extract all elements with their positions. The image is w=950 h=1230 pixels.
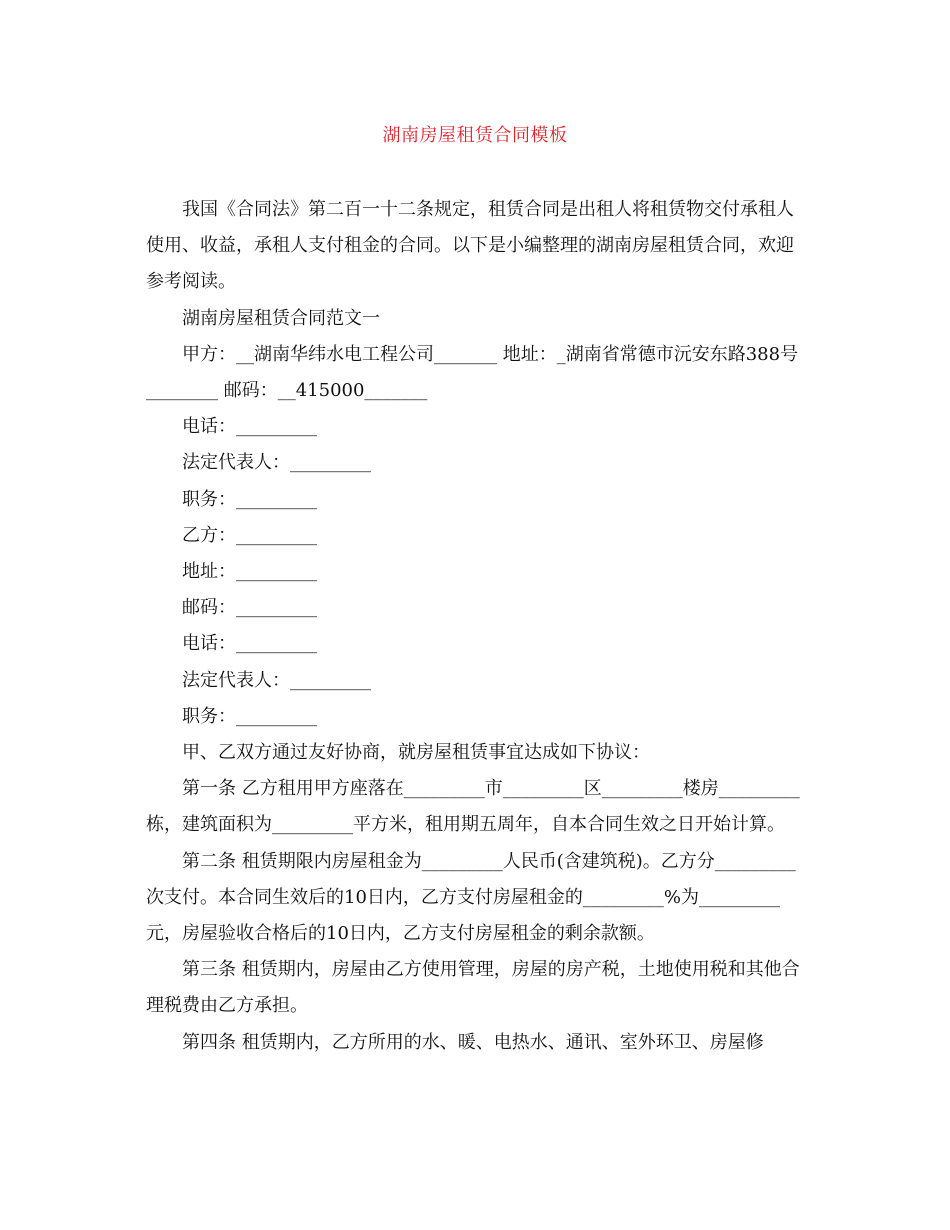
party-b-line: 乙方：_________ — [182, 524, 317, 546]
paragraph-intro: 我国《合同法》第二百一十二条规定，租赁合同是出租人将租赁物交付承租人使用、收益，承租人支付租金的合同。以下是小编整理的湖南房屋租赁合同，欢迎参考阅读。 — [146, 199, 794, 293]
party-b-address: 地址：_________ — [182, 561, 317, 583]
article-4: 第四条 租赁期内，乙方所用的水、暖、电热水、通讯、室外环卫、房屋修 — [182, 1031, 764, 1053]
party-b-phone: 电话：_________ — [182, 633, 317, 655]
party-b-position: 职务：_________ — [182, 705, 317, 727]
party-a-position: 职务：_________ — [182, 488, 317, 510]
document-title: 湖南房屋租赁合同模板 — [382, 125, 568, 146]
paragraph-sample-heading: 湖南房屋租赁合同范文一 — [182, 307, 380, 329]
article-1: 第一条 乙方租用甲方座落在_________市_________区_________楼房_________栋，建筑面积为_________平方米，租用期五周年，自本合同生效之日开始计算。 — [146, 778, 800, 836]
article-2: 第二条 租赁期限内房屋租金为_________人民币(含建筑税)。乙方分_________次支付。本合同生效后的10日内，乙方支付房屋租金的_________%为_________元，房屋验收合格后的10日内，乙方支付房屋租金的剩余款额。 — [146, 850, 796, 945]
party-b-postcode: 邮码：_________ — [182, 597, 317, 619]
article-3: 第三条 租赁期内，房屋由乙方使用管理，房屋的房产税，土地使用税和其他合理税费由乙方承担。 — [146, 959, 800, 1017]
party-a-line: 甲方：__湖南华纬水电工程公司_______ 地址：_湖南省常德市沅安东路388号________ 邮码：__415000_______ — [146, 343, 799, 402]
document-body — [146, 192, 806, 1061]
party-a-phone: 电话：_________ — [182, 416, 317, 438]
party-a-legal-rep: 法定代表人：_________ — [182, 452, 371, 474]
agreement-preamble: 甲、乙双方通过友好协商，就房屋租赁事宜达成如下协议： — [182, 742, 650, 764]
party-b-legal-rep: 法定代表人：_________ — [182, 669, 371, 691]
